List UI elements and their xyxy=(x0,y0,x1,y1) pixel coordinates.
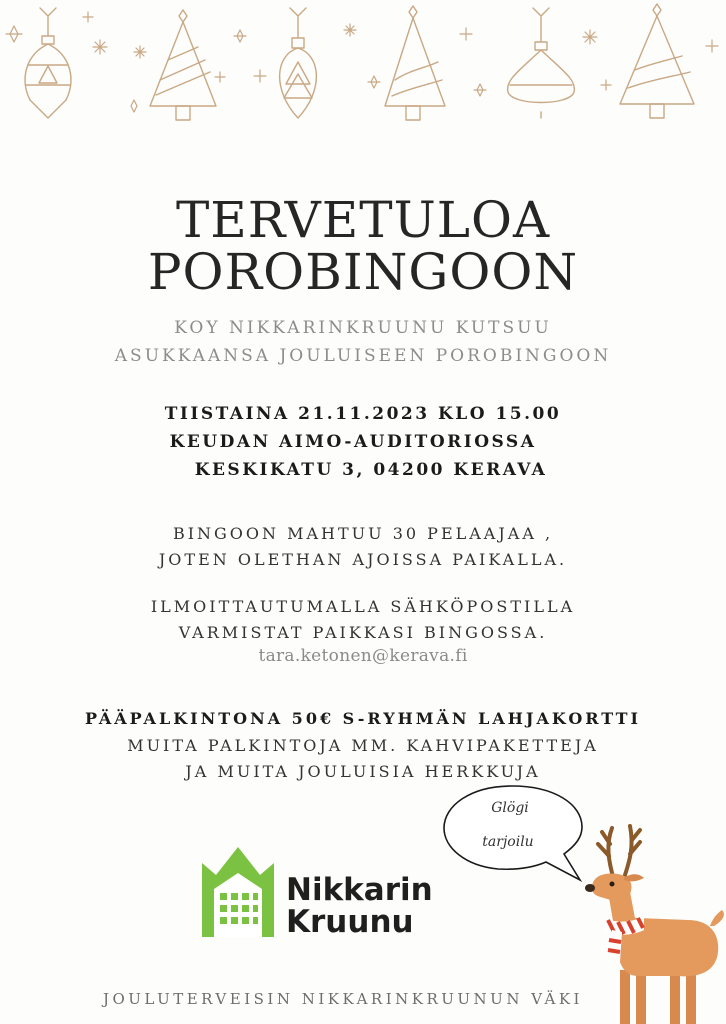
christmas-tree-icon xyxy=(620,4,694,118)
bubble-line-2: tarjoilu xyxy=(482,834,534,850)
other-prizes-line-2: JA MUITA JOULUISIA HERKKUJA xyxy=(185,762,541,781)
main-prize: PÄÄPALKINTONA 50€ S-RYHMÄN LAHJAKORTTI xyxy=(84,709,642,728)
bubble-line-1: Glögi xyxy=(491,800,529,816)
nikkarinkruunu-logo xyxy=(198,843,448,943)
contact-email[interactable]: tara.ketonen@kerava.fi xyxy=(258,646,468,666)
crown-house-icon xyxy=(198,843,278,939)
christmas-ornaments-banner xyxy=(0,0,726,140)
capacity-line-1: BINGOON MAHTUU 30 PELAAJAA , xyxy=(172,524,554,543)
event-venue: KEUDAN AIMO-AUDITORIOSSA xyxy=(169,432,537,452)
capacity-line-2: JOTEN OLETHAN AJOISSA PAIKALLA. xyxy=(158,550,568,569)
title-line-2: POROBINGOON xyxy=(147,243,579,301)
bauble-ornament-icon xyxy=(25,8,71,118)
logo-text-line-2: Kruunu xyxy=(286,904,414,940)
christmas-tree-icon xyxy=(150,10,216,120)
event-address: KESKIKATU 3, 04200 KERAVA xyxy=(194,460,548,480)
subtitle-line-2: ASUKKAANSA JOULUISEEN POROBINGOON xyxy=(114,346,612,366)
christmas-tree-icon xyxy=(385,6,445,120)
speech-bubble xyxy=(440,782,590,882)
register-line-2: VARMISTAT PAIKKASI BINGOSSA. xyxy=(178,623,548,642)
subtitle-line-1: KOY NIKKARINKRUUNU KUTSUU xyxy=(174,318,552,338)
star-icon xyxy=(6,12,718,112)
other-prizes-line-1: MUITA PALKINTOJA MM. KAHVIPAKETTEJA xyxy=(127,736,599,755)
logo-text-line-1: Nikkarin xyxy=(286,872,433,908)
bauble-ornament-icon xyxy=(508,8,575,118)
event-datetime: TIISTAINA 21.11.2023 KLO 15.00 xyxy=(164,404,562,424)
footer-greeting: JOULUTERVEISIN NIKKARINKRUUNUN VÄKI xyxy=(102,990,583,1008)
register-line-1: ILMOITTAUTUMALLA SÄHKÖPOSTILLA xyxy=(150,597,576,616)
bauble-ornament-icon xyxy=(280,8,317,118)
title-line-1: TERVETULOA xyxy=(175,191,551,249)
